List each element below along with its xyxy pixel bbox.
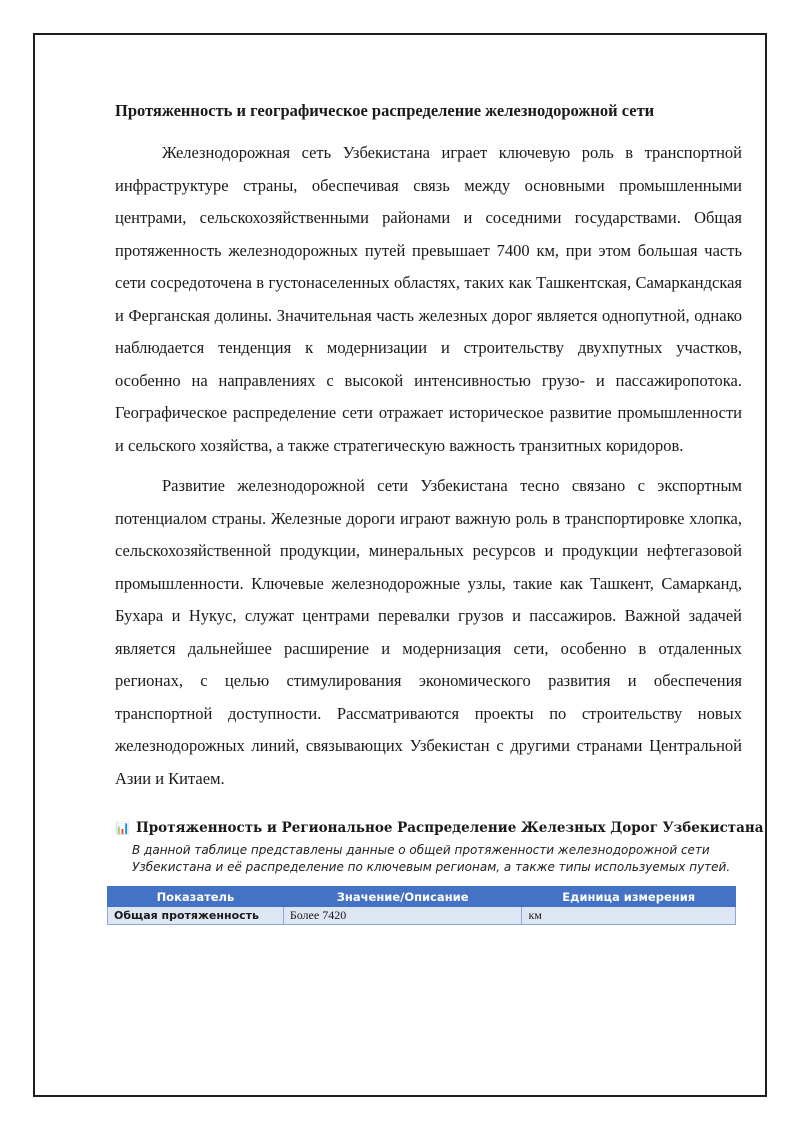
section-heading: Протяженность и географическое распределение железнодорожной сети (115, 101, 655, 120)
table-title-text: Протяженность и Региональное Распределение Железных Дорог Узбекистана (135, 820, 764, 836)
column-header-indicator: Показатель (108, 887, 284, 907)
table-section (114, 818, 764, 925)
document-body (114, 95, 764, 925)
table-caption: В данной таблице представлены данные о общей протяженности железнодорожной сети Узбекистана и её распределение по ключевым регионам, а также типы используемых путей. (132, 843, 731, 874)
paragraph-1: Железнодорожная сеть Узбекистана играет ключевую роль в транспортной инфраструктуре страны, обеспечивая связь между основными промышленными центрами, сельскохозяйственными районами и соседними государствами. Общая протяженность железнодорожных путей превышает 7400 км, при этом большая часть сети сосредоточена в густонаселенных областях, таких как Ташкентская, Самаркандская и Ферганская долины. Значительная часть железных дорог является однопутной, однако наблюдается тенденция к модернизации и строительству двухпутных участков, особенно на направлениях с высокой интенсивностью грузо- и пассажиропотока. Географическое распределение сети отражает историческое развитие промышленности и сельского хозяйства, а также стратегическую важность транзитных коридоров. (115, 143, 742, 455)
table-cell-unit: км (522, 907, 736, 925)
bar-chart-icon: 📊 (115, 821, 130, 835)
table-cell-value: Более 7420 (283, 907, 522, 925)
paragraph-2: Развитие железнодорожной сети Узбекистана тесно связано с экспортным потенциалом страны. Железные дороги играют важную роль в транспортировке хлопка, сельскохозяйственной продукции, минеральных ресурсов и продукции нефтегазовой промышленности. Ключевые железнодорожные узлы, такие как Ташкент, Самарканд, Бухара и Нукус, служат центрами перевалки грузов и пассажиров. Важной задачей является дальнейшее расширение и модернизация сети, особенно в отдаленных регионах, с целью стимулирования экономического развития и обеспечения транспортной доступности. Рассматриваются проекты по строительству новых железнодорожных линий, связывающих Узбекистан с другими странами Центральной Азии и Китаем. (115, 476, 742, 788)
table-title (115, 818, 764, 838)
table-cell-indicator: Общая протяженность (108, 907, 284, 925)
data-table (107, 886, 736, 925)
column-header-unit: Единица измерения (522, 887, 736, 907)
column-header-value: Значение/Описание (283, 887, 522, 907)
table-header-row (108, 887, 736, 907)
table-row (108, 907, 736, 925)
